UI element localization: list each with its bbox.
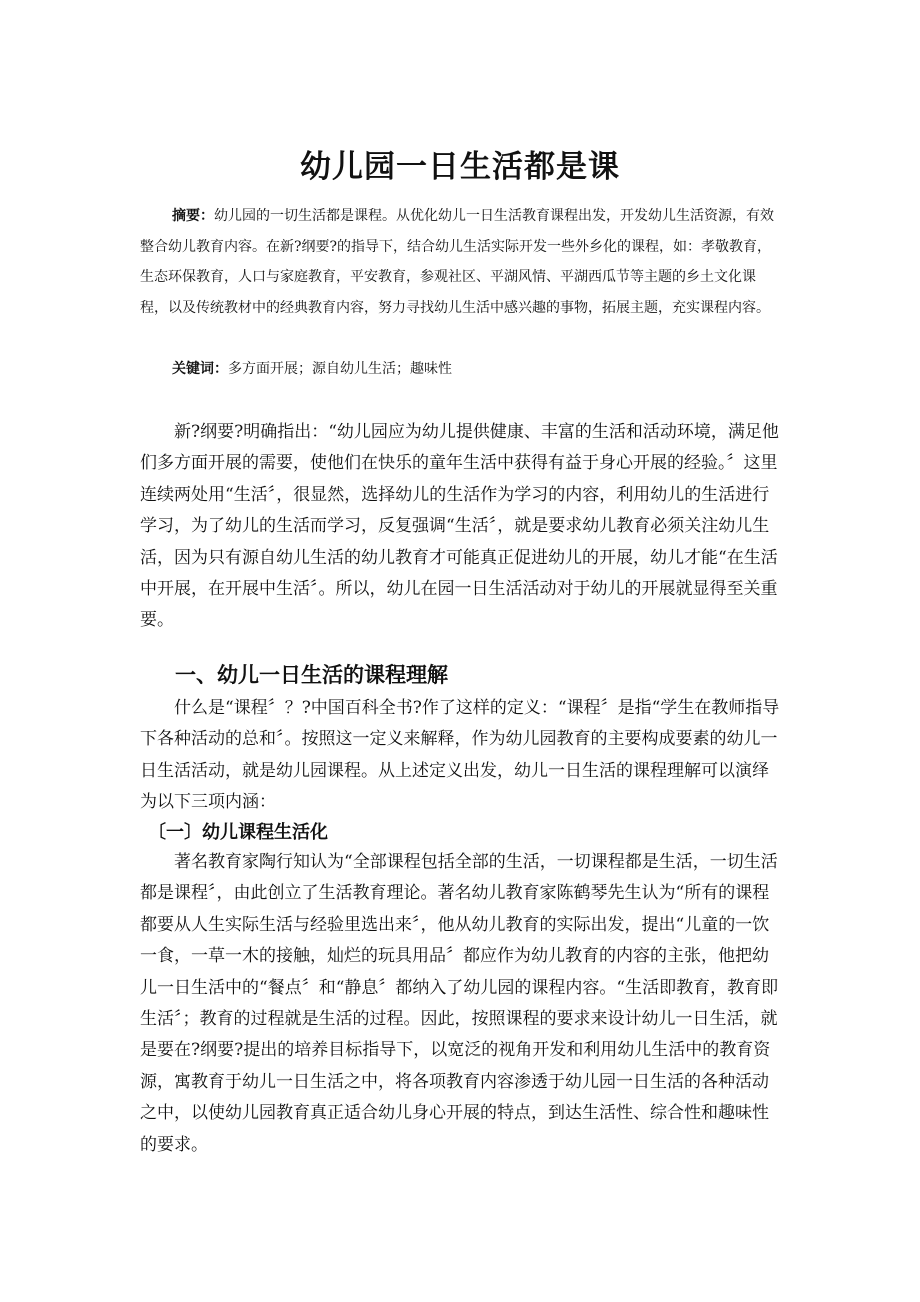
subsection-1-paragraph: 著名教育家陶行知认为“全部课程包括全部的生活，一切课程都是生活，一切生活都是课程〞，由此创立了生活教育理论。著名幼儿教育家陈鹤琴先生认为“所有的课程都要从人生实际生活与经验里选出来〞，他从幼儿教育的实际出发，提出“儿童的一饮一食，一草一木的接触，灿烂的玩具用品〞都应作为幼儿教育的内容的主张，他把幼儿一日生活中的“餐点〞和“静息〞都纳入了幼儿园的课程内容。“生活即教育，教育即生活〞；教育的过程就是生活的过程。因此，按照课程的要求来设计幼儿一日生活，就是要在?纲要?提出的培养目标指导下，以宽泛的视角开发和利用幼儿生活中的教育资源，寓教育于幼儿一日生活之中，将各项教育内容渗透于幼儿园一日生活的各种活动之中，以使幼儿园教育真正适合幼儿身心开展的特点，到达生活性、综合性和趣味性的要求。	[140, 852, 779, 1155]
intro-paragraph: 新?纲要?明确指出：“幼儿园应为幼儿提供健康、丰富的生活和活动环境，满足他们多方面开展的需要，使他们在快乐的童年生活中获得有益于身心开展的经验。〞这里连续两处用“生活〞，很显然，选择幼儿的生活作为学习的内容，利用幼儿的生活进行学习，为了幼儿的生活而学习，反复强调“生活〞，就是要求幼儿教育必须关注幼儿生活，因为只有源自幼儿生活的幼儿教育才可能真正促进幼儿的开展，幼儿才能“在生活中开展，在开展中生活〞。所以，幼儿在园一日生活活动对于幼儿的开展就显得至关重要。	[140, 422, 779, 631]
abstract	[140, 201, 780, 323]
keywords-label: 关键词：	[172, 361, 228, 377]
section-1-heading: 一、幼儿一日生活的课程理解	[175, 663, 448, 687]
abstract-text: 幼儿园的一切生活都是课程。从优化幼儿一日生活教育课程出发，开发幼儿生活资源，有效整合幼儿教育内容。在新?纲要?的指导下，结合幼儿生活实际开发一些外乡化的课程，如：孝敬教育，生态环保教育，人口与家庭教育，平安教育，参观社区、平湖风情、平湖西瓜节等主题的乡土文化课程，以及传统教材中的经典教育内容，努力寻找幼儿生活中感兴趣的事物，拓展主题，充实课程内容。	[140, 208, 774, 316]
document-title: 幼儿园一日生活都是课	[300, 148, 620, 185]
abstract-label: 摘要：	[172, 208, 214, 224]
keywords-text: 多方面开展；源自幼儿生活；趣味性	[228, 361, 452, 377]
section-1-paragraph: 什么是“课程〞？?中国百科全书?作了这样的定义：“课程〞是指“学生在教师指导下各种活动的总和〞。按照这一定义来解释，作为幼儿园教育的主要构成要素的幼儿一日生活活动，就是幼儿园课程。从上述定义出发，幼儿一日生活的课程理解可以演绎为以下三项内涵：	[140, 698, 780, 813]
keywords	[172, 354, 780, 384]
subsection-1-heading: 〔一〕幼儿课程生活化	[148, 822, 328, 843]
